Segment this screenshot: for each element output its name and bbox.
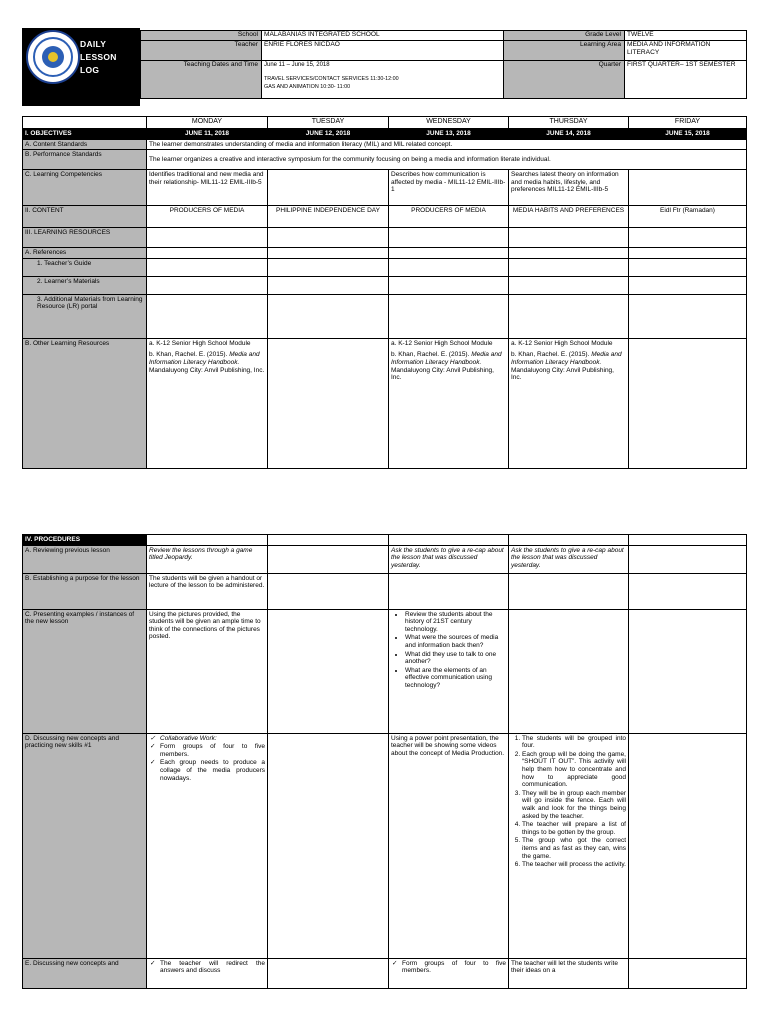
content-label: II. CONTENT [23, 206, 147, 228]
discussing2-wednesday: ✓ Form groups of four to five members. [389, 958, 509, 988]
content-monday: PRODUCERS OF MEDIA [147, 206, 268, 228]
discussing-wednesday: Using a power point presentation, the teacher will be showing some videos about the concept of Media Production. [389, 733, 509, 958]
date-friday: JUNE 15, 2018 [629, 129, 747, 140]
learning-area-label: Learning Area [504, 41, 625, 61]
day-monday: MONDAY [147, 117, 268, 129]
presenting-wednesday: • Review the students about the history of 21ST century technology. • What were the sources of media and information back then? • What did they use to talk to one another? • What are the elements of an effective communication using technology? [389, 609, 509, 733]
day-friday: FRIDAY [629, 117, 747, 129]
performance-standards-label: B. Performance Standards [23, 150, 147, 170]
discussing-monday: ✓ Collaborative Work: ✓ Form groups of four to five members. ✓ Each group needs to produce a collage of the media producers nowadays. [147, 733, 268, 958]
other-resources-wednesday: a. K-12 Senior High School Module b. Khan, Rachel. E. (2015). Media and Information Literacy Handbook. Mandaluyong City: Anvil Publishing, Inc. [389, 338, 509, 468]
other-resources-label: B. Other Learning Resources [23, 338, 147, 468]
other-resources-thursday: a. K-12 Senior High School Module b. Khan, Rachel. E. (2015). Media and Information Literacy Handbook. Mandaluyong City: Anvil Publishing, Inc. [509, 338, 629, 468]
teacher-label: Teacher [141, 41, 262, 61]
date-thursday: JUNE 14, 2018 [509, 129, 629, 140]
competency-friday [629, 170, 747, 206]
reviewing-lesson-label: A. Reviewing previous lesson [23, 545, 147, 573]
document-title: DAILY LESSON LOG [80, 39, 117, 75]
day-wednesday: WEDNESDAY [389, 117, 509, 129]
competency-thursday: Searches latest theory on information and media habits, lifestyle, and preferences MIL11-12 EMIL-IIIb-5 [509, 170, 629, 206]
teachers-guide-label: 1. Teacher’s Guide [23, 258, 147, 276]
teaching-dates-value: June 11 – June 15, 2018 TRAVEL SERVICES/CONTACT SERVICES 11:30-12:00 GAS AND ANIMATION 10:30- 11:00 [262, 61, 504, 99]
date-monday: JUNE 11, 2018 [147, 129, 268, 140]
presenting-monday: Using the pictures provided, the students will be given an ample time to think of the connections of the pictures posted. [147, 609, 268, 733]
reviewing-monday: Review the lessons through a game titled Jeopardy. [147, 545, 268, 573]
reviewing-wednesday: Ask the students to give a re-cap about the lesson that was discussed yesterday. [389, 545, 509, 573]
discussing-concepts-label: D. Discussing new concepts and practicing new skills #1 [23, 733, 147, 958]
content-standards-label: A. Content Standards [23, 139, 147, 150]
presenting-examples-label: C. Presenting examples / instances of the new lesson [23, 609, 147, 733]
day-tuesday: TUESDAY [268, 117, 389, 129]
teacher-value: ENRIE FLORES NICDAO [262, 41, 504, 61]
additional-materials-label: 3. Additional Materials from Learning Resource (LR) portal [23, 294, 147, 338]
date-tuesday: JUNE 12, 2018 [268, 129, 389, 140]
discussing-thursday: 1. The students will be grouped into four. 2. Each group will be doing the game, “SHOUT IT OUT”. This activity will help them how to concentrate and how to appreciate good communication. 3. They will be in group each member will go inside the fence. Each will walk and look for the things being asked by the teacher. 4. The teacher will prepare a list of things to be gotten by the group. 5. The group who got the correct items and as fast as they can, wins the game. 6. The teacher will process the activity. [509, 733, 629, 958]
performance-standards-text: The learner organizes a creative and interactive symposium for the community focusing on being a media and information literate individual. [147, 150, 747, 170]
objectives-table [22, 116, 747, 469]
discussing2-thursday: The teacher will let the students write their ideas on a [509, 958, 629, 988]
content-standards-text: The learner demonstrates understanding of media and information literacy (MIL) and MIL related concept. [147, 139, 747, 150]
competency-monday: Identifies traditional and new media and their relationship- MIL11-12 EMIL-IIIb-5 [147, 170, 268, 206]
header-logo-block [22, 28, 140, 106]
learning-resources-label: III. LEARNING RESOURCES [23, 228, 147, 248]
school-value: MALABANIAS INTEGRATED SCHOOL [262, 31, 504, 41]
day-thursday: THURSDAY [509, 117, 629, 129]
date-wednesday: JUNE 13, 2018 [389, 129, 509, 140]
school-label: School [141, 31, 262, 41]
learners-materials-label: 2. Learner’s Materials [23, 276, 147, 294]
establishing-monday: The students will be given a handout or lecture of the lesson to be administered. [147, 573, 268, 609]
references-label: A. References [23, 248, 147, 259]
header-info-table [140, 30, 747, 99]
competency-wednesday: Describes how communication is affected by media - MIL11-12 EMIL-IIIb-1 [389, 170, 509, 206]
grade-level-value: TWELVE [625, 31, 747, 41]
content-tuesday: PHILIPPINE INDEPENDENCE DAY [268, 206, 389, 228]
reviewing-thursday: Ask the students to give a re-cap about the lesson that was discussed yesterday. [509, 545, 629, 573]
other-resources-monday: a. K-12 Senior High School Module b. Khan, Rachel. E. (2015). Media and Information Literacy Handbook. Mandaluyong City: Anvil Publishing, Inc. [147, 338, 268, 468]
content-thursday: MEDIA HABITS AND PREFERENCES [509, 206, 629, 228]
learning-area-value: MEDIA AND INFORMATION LITERACY [625, 41, 747, 61]
procedures-table [22, 534, 747, 989]
procedures-heading: IV. PROCEDURES [23, 535, 147, 546]
competency-tuesday [268, 170, 389, 206]
discussing2-monday: ✓ The teacher will redirect the answers and discuss [147, 958, 268, 988]
learning-competencies-label: C. Learning Competencies [23, 170, 147, 206]
discussing-concepts-2-label: E. Discussing new concepts and [23, 958, 147, 988]
objectives-heading: I. OBJECTIVES [23, 129, 147, 140]
content-wednesday: PRODUCERS OF MEDIA [389, 206, 509, 228]
quarter-value: FIRST QUARTER– 1ST SEMESTER [625, 61, 747, 99]
content-friday: Eidl Ftr (Ramadan) [629, 206, 747, 228]
establishing-purpose-label: B. Establishing a purpose for the lesson [23, 573, 147, 609]
grade-level-label: Grade Level [504, 31, 625, 41]
quarter-label: Quarter [504, 61, 625, 99]
deped-seal-icon [26, 30, 80, 84]
teaching-dates-label: Teaching Dates and Time [141, 61, 262, 99]
